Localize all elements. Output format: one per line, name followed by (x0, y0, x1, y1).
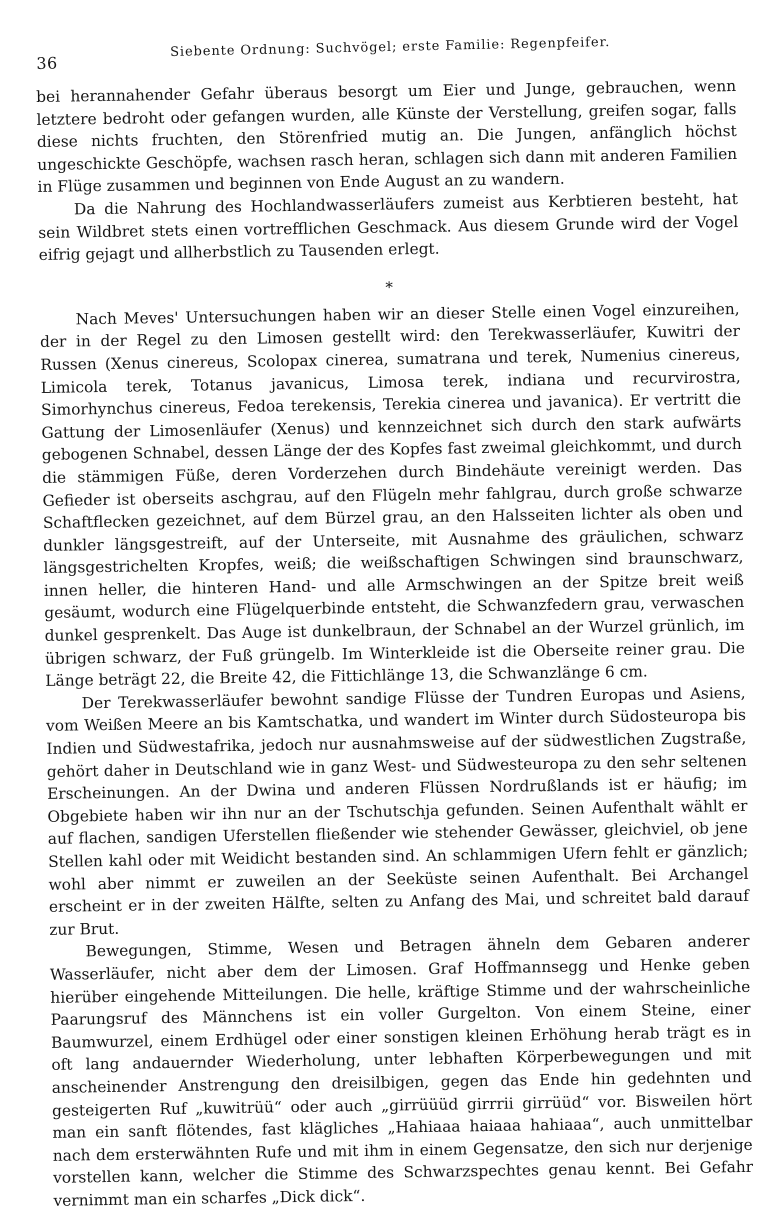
paragraph-description: Nach Meves' Untersuchungen haben wir an dieser Stelle einen Vogel einzureihen, der in der Regel zu den Limosen gestellt wird: den Terekwasserläufer, Kuwitri der Russen (Xenus cinereus, Scolopax cinerea, sumatrana und terek, Numenius cinereus, Limicola terek, Totanus javanicus, Limosa terek, indiana und recurvirostra, Simorhynchus cinereus, Fedoa terekensis, Terekia cinerea und javanica). Er vertritt die Gattung der Limosenläufer (Xenus) und kennzeichnet sich durch den stark aufwärts gebogenen Schnabel, dessen Länge der des Kopfes fast zweimal gleichkommt, und durch die stämmigen Füße, deren Vorderzehen durch Bindehäute vereinigt werden. Das Gefieder ist oberseits aschgrau, auf den Flügeln mehr fahlgrau, durch große schwarze Schaftflecken gezeichnet, auf dem Bürzel grau, an den Halsseiten lichter als oben und dunkler längsgestreift, auf der Unterseite, mit Ausnahme des gräulichen, schwarz längsgestrichelten Kropfes, weiß; die weißschaftigen Schwingen sind braunschwarz, innen heller, die hinteren Hand- und alle Armschwingen an der Spitze breit weiß gesäumt, wodurch eine Flügelquerbinde entsteht, die Schwanzfedern grau, verwaschen dunkel gesprenkelt. Das Auge ist dunkelbraun, der Schnabel an der Wurzel grünlich, im übrigen schwarz, der Fuß grüngelb. Im Winterkleide ist die Oberseite reiner grau. Die Länge beträgt 22, die Breite 42, die Fittichlänge 13, die Schwanzlänge 6 cm. (39, 299, 746, 691)
paragraph-continuation: bei herannahender Gefahr überaus besorgt um Eier und Junge, gebrauchen, wenn letztere bedroht oder gefangen wurden, alle Künste der Verstellung, greifen sogar, falls diese nichts fruchten, den Störenfried mutig an. Die Jungen, anfänglich höchst ungeschickte Geschöpfe, wachsen rasch heran, schlagen sich dann mit anderen Familien in Flüge zusammen und beginnen von Ende August an zu wandern. (36, 77, 738, 197)
paragraph-wildbret: Da die Nahrung des Hochlandwasserläufers zumeist aus Kerbtieren besteht, hat sein Wildbret stets einen vortrefflichen Geschmack. Aus diesem Grunde wird der Vogel eifrig gejagt und allherbstlich zu Tausenden erlegt. (38, 189, 739, 265)
paragraph-behaviour: Bewegungen, Stimme, Wesen und Betragen ähneln dem Gebaren anderer Wasserläufer, nicht aber dem der Limosen. Graf Hoffmannsegg und Henke geben hierüber eingehende Mitteilungen. Die helle, kräftige Stimme und der wahrscheinliche Paarungsruf des Männchens ist ein voller Gurgelton. Von einem Steine, einer Baumwurzel, einem Erdhügel oder einer sonstigen kleinen Erhöhung herab trägt es in oft lang andauernder Wiederholung, unter lebhaften Körperbewegungen und mit anscheinender Anstrengung den dreisilbigen, gegen das Ende hin gedehnten und gesteigerten Ruf „kuwitrüü“ oder auch „girrüüüd girrrii girrüüd“ vor. Bisweilen hört man ein sanft flötendes, fast klägliches „Hahiaaa haiaaa hahiaaa“, auch unmittelbar nach dem ersterwähnten Rufe und mit ihm in einem Gegensatze, den sich nur derjenige vorstellen kann, welcher die Stimme des Schwarzspechtes genau kennt. Bei Gefahr vernimmt man ein scharfes „Dick dick“. (49, 932, 754, 1210)
page-header (36, 32, 736, 76)
paragraph-distribution: Der Terekwasserläufer bewohnt sandige Flüsse der Tundren Europas und Asiens, vom Weißen Meere an bis Kamtschatka, und wandert im Winter durch Südosteuropa bis Indien und Südwestafrika, jedoch nur ausnahmsweise auf der südwestlichen Zugstraße, gehört daher in Deutschland wie in ganz West- und Südwesteuropa zu den sehr seltenen Erscheinungen. An der Dwina und anderen Flüssen Nordrußlands ist er häufig; im Obgebiete haben wir ihn nur an der Tschutschja gefunden. Seinen Aufenthalt wählt er auf flachen, sandigen Uferstellen fließender wie stehender Gewässer, gleichviel, ob jene Stellen kahl oder mit Weidicht bestanden sind. An schlammigen Ufern fehlt er gänzlich; wohl aber nimmt er zuweilen an der Seeküste seinen Aufenthalt. Bei Archangel erscheint er in der zweiten Hälfte, selten zu Anfang des Mai, und schreitet bald darauf zur Brut. (45, 683, 749, 939)
page-number: 36 (36, 53, 58, 73)
running-head: Siebente Ordnung: Suchvögel; erste Familie: Regenpfeifer. (169, 34, 611, 60)
section-separator: * (385, 278, 394, 297)
body-text (36, 75, 754, 1212)
